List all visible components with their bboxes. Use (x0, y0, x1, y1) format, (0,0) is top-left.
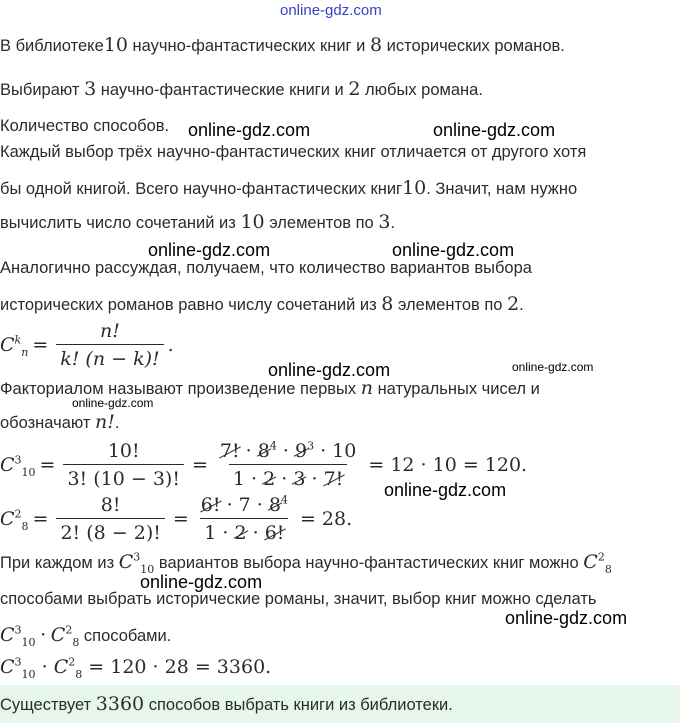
symbol: $C^3_{10}$ (0, 655, 36, 681)
fraction (63, 440, 184, 490)
numerator: 7! · $8^4 \cdot 9^3 \cdot 10$ (219, 439, 357, 462)
text: При каждом из (0, 554, 115, 572)
result: = 120 · 28 = 3360. (88, 656, 272, 678)
text: бы одной книгой. Всего научно-фантастических книг (0, 180, 403, 198)
result: = 12 · 10 = 120. (368, 454, 528, 476)
paragraph-line (0, 623, 172, 649)
watermark: online-gdz.com (433, 120, 556, 140)
symbol: $C^2_8$ (53, 655, 83, 681)
text: В библиотеке (0, 37, 104, 55)
text: . Значит, нам нужно (426, 180, 578, 198)
text: элементов по (269, 214, 374, 232)
equals: = (32, 334, 49, 356)
symbol: n (360, 377, 373, 399)
equals: = (191, 454, 208, 476)
symbol: $C^3_{10}$ (0, 453, 36, 479)
paragraph-line (0, 211, 395, 233)
denominator: 2! (8 − 2)! (56, 518, 164, 544)
heading-ways: Количество способов. (0, 117, 170, 135)
watermark: online-gdz.com (505, 608, 628, 628)
paragraph-line (0, 293, 524, 315)
equals: = (172, 508, 189, 530)
denominator: 1 · 2 · 6! (200, 518, 288, 544)
paragraph-choose (0, 78, 483, 100)
watermark: online-gdz.com (140, 572, 263, 592)
text: способами. (83, 627, 172, 645)
watermark: online-gdz.com (392, 240, 515, 260)
period: . (167, 334, 174, 356)
operator: · (40, 624, 47, 646)
watermark: online-gdz.com (188, 120, 311, 140)
numerator: 8! (100, 494, 121, 516)
symbol: $C^2_8$ (583, 550, 612, 576)
formula-product (0, 655, 272, 681)
text: натуральных чисел и (377, 380, 540, 398)
number: 2 (507, 293, 520, 315)
text: Существует (0, 696, 92, 714)
formula-c10-3 (0, 440, 527, 490)
text: обозначают (0, 414, 91, 432)
operator: · (41, 656, 48, 678)
paragraph-each (0, 550, 612, 576)
watermark: online-gdz.com (72, 396, 154, 410)
denominator: k! (n − k)! (56, 344, 163, 370)
text: способов выбрать книги из библиотеки. (148, 696, 453, 714)
text: . (114, 414, 120, 432)
numerator: n! (100, 320, 120, 342)
paragraph-line: Каждый выбор трёх научно-фантастических книг отличается от другого хотя (0, 143, 587, 161)
watermark: online-gdz.com (384, 480, 507, 500)
text: исторических романов равно числу сочетаний из (0, 296, 377, 314)
fraction-cancel (197, 494, 292, 544)
watermark: online-gdz.com (512, 360, 594, 374)
paragraph-library (0, 34, 565, 56)
text: элементов по (397, 296, 503, 314)
text: . (519, 296, 524, 314)
text: вычислить число сочетаний из (0, 214, 236, 232)
watermark: online-gdz.com (268, 360, 391, 380)
numerator: 10! (107, 440, 140, 462)
formula-combinations (0, 320, 174, 370)
equals: = (32, 508, 49, 530)
symbol: $C^k_n$ (0, 333, 29, 359)
text: . (390, 214, 396, 232)
fraction (56, 494, 164, 544)
symbol: $C^3_{10}$ (0, 623, 36, 649)
number: 3 (378, 211, 391, 233)
paragraph-line: способами выбрать исторические романы, значит, выбор книг можно сделать (0, 590, 597, 608)
number: 3 (84, 78, 97, 100)
number: 10 (240, 211, 265, 233)
text: научно-фантастические книги и (100, 81, 344, 99)
symbol: n! (95, 411, 115, 433)
symbol: $C^2_8$ (0, 507, 29, 533)
number: 8 (381, 293, 394, 315)
text: любых романа. (365, 81, 483, 99)
paragraph-line: Аналогично рассуждая, получаем, что количество вариантов выбора (0, 259, 532, 277)
text: вариантов выбора научно-фантастических книг можно (158, 554, 579, 572)
number: 10 (103, 34, 128, 56)
denominator: 1 · 2 · 3 · 7! (229, 464, 347, 490)
fraction-cancel (216, 440, 360, 490)
number: 8 (369, 34, 383, 56)
paragraph-factorial-2 (0, 411, 120, 433)
answer-text (0, 693, 453, 715)
text: Выбирают (0, 81, 80, 99)
text: Факториалом называют произведение первых (0, 380, 357, 398)
text: научно-фантастических книг и (132, 37, 366, 55)
result: = 28. (299, 508, 353, 530)
fraction (56, 320, 163, 370)
watermark-top[interactable]: online-gdz.com (280, 2, 382, 19)
number: 3360 (95, 693, 145, 715)
number: 2 (348, 78, 361, 100)
paragraph-factorial (0, 377, 540, 399)
symbol: $C^3_{10}$ (118, 550, 155, 576)
number: 10 (402, 177, 427, 199)
numerator: 6! · $7 \cdot 8^4$ (200, 493, 288, 516)
symbol: $C^2_8$ (50, 623, 80, 649)
text: исторических романов. (386, 37, 565, 55)
paragraph-line (0, 177, 577, 199)
denominator: 3! (10 − 3)! (63, 464, 184, 490)
equals: = (39, 454, 56, 476)
watermark: online-gdz.com (148, 240, 271, 260)
formula-c8-2 (0, 494, 352, 544)
